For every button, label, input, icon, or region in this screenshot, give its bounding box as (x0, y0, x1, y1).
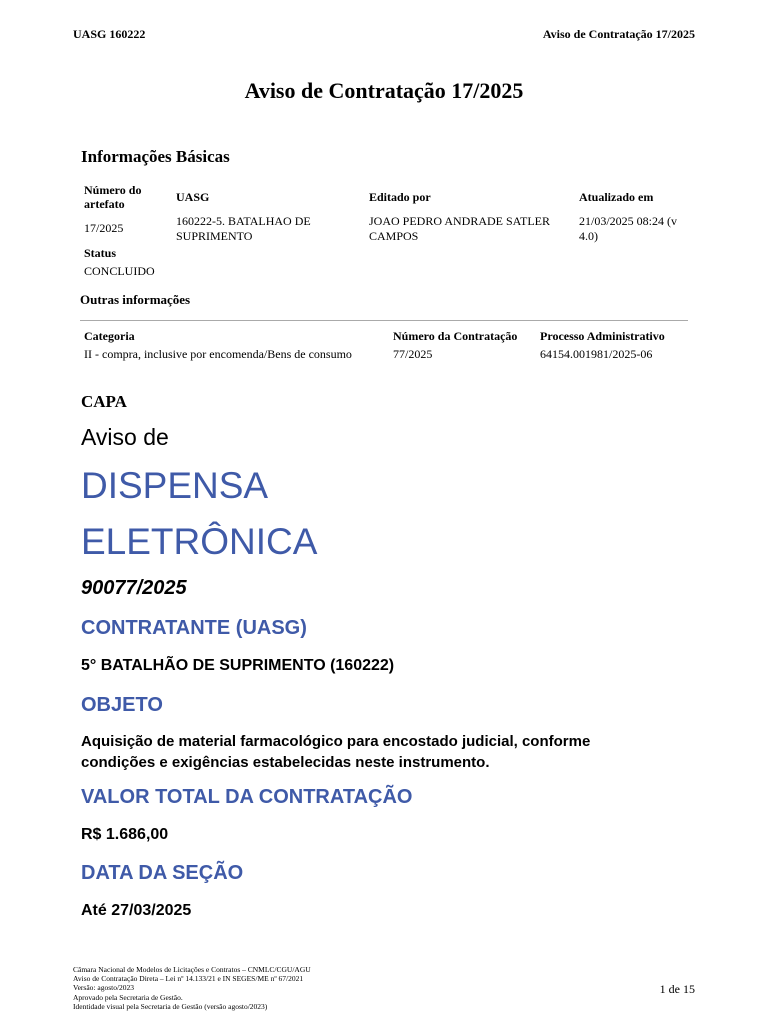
capa-heading: CAPA (81, 392, 127, 411)
objeto-heading: OBJETO (81, 694, 163, 716)
notice-number: 90077/2025 (81, 577, 187, 599)
updated-at-value: 21/03/2025 08:24 (v 4.0) (579, 214, 677, 243)
uasg-value: 160222-5. BATALHAO DE SUPRIMENTO (176, 214, 311, 243)
uasg-label: UASG (176, 190, 210, 204)
page-number: 1 de 15 (659, 982, 695, 996)
valor-heading: VALOR TOTAL DA CONTRATAÇÃO (81, 786, 413, 808)
footer-notes (73, 965, 311, 1011)
edited-by-value: JOAO PEDRO ANDRADE SATLER CAMPOS (369, 214, 551, 243)
dispensa-heading: DISPENSA (81, 465, 269, 506)
footer-line: Aviso de Contratação Direta – Lei nº 14.133/21 e IN SEGES/ME nº 67/2021 (73, 974, 304, 984)
contratante-value: 5° BATALHÃO DE SUPRIMENTO (160222) (81, 657, 395, 674)
footer-line: Versão: agosto/2023 (73, 983, 135, 993)
header-right: Aviso de Contratação 17/2025 (542, 27, 695, 41)
eletronica-heading: ELETRÔNICA (81, 521, 318, 562)
category-value: II - compra, inclusive por encomenda/Bens de consumo (84, 347, 352, 361)
contract-number-label: Número da Contratação (393, 329, 518, 343)
artifact-number-label: Número do artefato (84, 183, 142, 211)
objeto-value: Aquisição de material farmacológico para encostado judicial, conforme condições e exigências estabelecidas neste instrumento. (81, 733, 591, 771)
data-value: Até 27/03/2025 (81, 902, 192, 919)
status-label: Status (84, 246, 117, 260)
process-value: 64154.001981/2025-06 (540, 347, 653, 361)
footer-line: Câmara Nacional de Modelos de Licitações e Contratos – CNMLC/CGU/AGU (73, 965, 311, 974)
artifact-number-value: 17/2025 (84, 221, 124, 235)
basic-info-title: Informações Básicas (81, 147, 230, 166)
data-heading: DATA DA SEÇÃO (81, 862, 244, 884)
process-label: Processo Administrativo (540, 329, 665, 343)
header-left: UASG 160222 (73, 27, 146, 41)
footer-line: Aprovado pela Secretaria de Gestão. (73, 992, 183, 1002)
footer-line: Identidade visual pela Secretaria de Gestão (versão agosto/2023) (73, 1001, 268, 1011)
status-value: CONCLUIDO (84, 264, 155, 278)
contract-number-value: 77/2025 (393, 347, 433, 361)
edited-by-label: Editado por (369, 190, 431, 204)
document-title: Aviso de Contratação 17/2025 (244, 78, 524, 103)
valor-value: R$ 1.686,00 (81, 826, 169, 843)
contratante-heading: CONTRATANTE (UASG) (81, 617, 307, 639)
section-divider (80, 320, 688, 321)
other-info-title: Outras informações (80, 292, 191, 307)
category-label: Categoria (84, 329, 135, 343)
aviso-de-text: Aviso de (81, 424, 169, 450)
updated-at-label: Atualizado em (579, 190, 654, 204)
